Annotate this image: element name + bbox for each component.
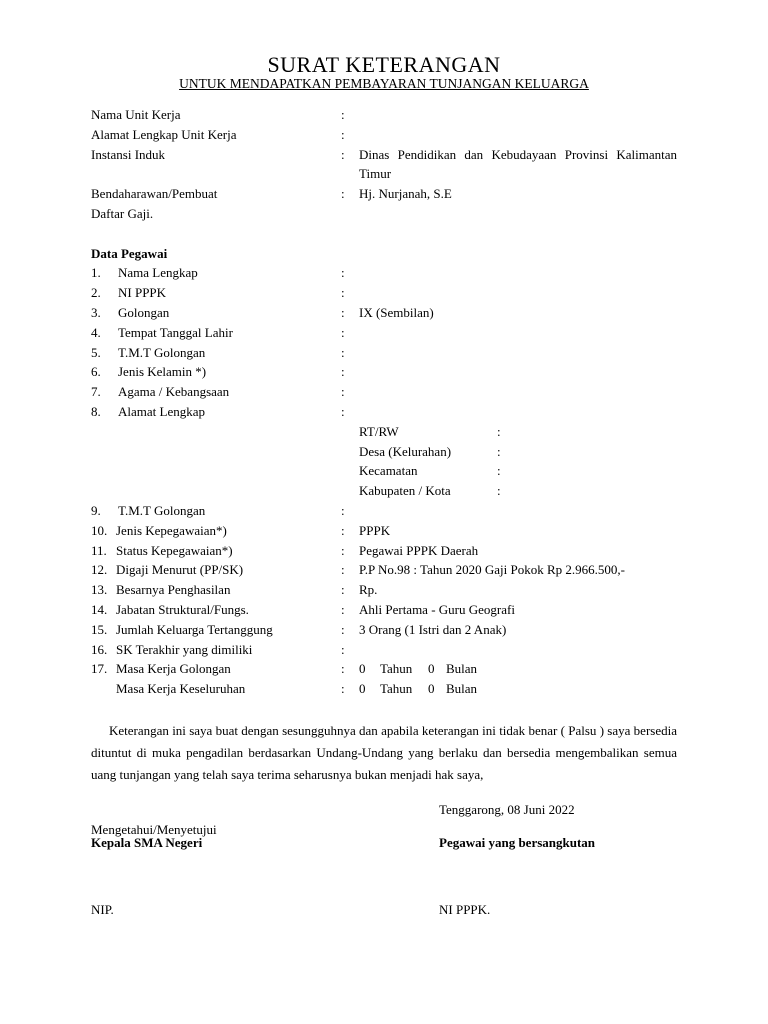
address-desa [91,442,681,462]
item-number: 3. [91,304,101,320]
item-label: Tempat Tanggal Lahir [118,324,233,340]
item-alamat-lengkap [91,402,681,422]
item-number: 4. [91,324,101,340]
field-label: Instansi Induk [91,146,166,162]
item-nama-lengkap [91,263,681,283]
item-label: Jenis Kelamin *) [118,364,207,380]
document-title: SURAT KETERANGAN [267,52,501,77]
document-subtitle: UNTUK MENDAPATKAN PEMBAYARAN TUNJANGAN KELUARGA [179,76,589,91]
tahun-value: 0 [359,661,366,677]
item-colon: : [341,502,345,518]
item-colon: : [341,661,345,677]
item-number: 9. [91,502,101,518]
item-number: 14. [91,601,108,617]
right-sign-title: Pegawai yang bersangkutan [439,835,596,850]
item-value: 3 Orang (1 Istri dan 2 Anak) [359,621,507,637]
item-golongan [91,303,681,323]
item-value: P.P No.98 : Tahun 2020 Gaji Pokok Rp 2.966.500,- [359,562,625,578]
item-label: Masa Kerja Keseluruhan [116,681,246,697]
item-number: 6. [91,364,101,380]
item-colon: : [341,681,345,697]
statement-paragraph: Keterangan ini saya buat dengan sesungguhnya dan apabila keterangan ini tidak benar ( Palsu ) saya bersedia dituntut di muka pengadilan berdasarkan Undang-Undang yang berlaku dan bersedia mengembalikan semua uang tunjangan yang telah saya terima seharusnya bukan menjadi hak saya, [91,723,677,782]
item-label: T.M.T Golongan [118,502,206,518]
right-sign-id: NI PPPK. [439,902,491,917]
item-digaji-menurut [91,560,681,580]
item-number: 12. [91,562,108,578]
item-value: Ahli Pertama - Guru Geografi [359,601,515,617]
address-sub-colon: : [497,463,501,479]
item-colon: : [341,304,345,320]
form-fields [91,105,681,699]
item-besarnya-penghasilan [91,580,681,600]
item-label: Digaji Menurut (PP/SK) [116,562,244,578]
section-heading-label: Data Pegawai [91,245,168,261]
item-colon: : [341,384,345,400]
item-value: PPPK [359,522,391,538]
field-label: Bendaharawan/Pembuat Daftar Gaji. [91,186,218,221]
item-status-kepegawaian [91,541,681,561]
field-nama-unit-kerja [91,105,681,125]
tahun-label: Tahun [380,681,413,697]
address-sub-label: RT/RW [359,423,399,439]
item-number: 11. [91,542,107,558]
item-label: Golongan [118,304,170,320]
item-label: T.M.T Golongan [118,344,206,360]
item-label: Nama Lengkap [118,265,198,281]
item-colon: : [341,601,345,617]
field-value: Hj. Nurjanah, S.E [359,186,452,202]
tahun-value: 0 [359,681,366,697]
left-sign-id: NIP. [91,902,114,917]
item-value: IX (Sembilan) [359,304,434,320]
item-sk-terakhir [91,640,681,660]
address-sub-label: Kabupaten / Kota [359,483,451,499]
item-label: Alamat Lengkap [118,403,205,419]
item-label: Status Kepegawaian*) [116,542,233,558]
address-sub-colon: : [497,443,501,459]
item-label: Jumlah Keluarga Tertanggung [116,621,273,637]
item-tempat-tanggal-lahir [91,323,681,343]
item-number: 5. [91,344,101,360]
item-colon: : [341,324,345,340]
place-date: Tenggarong, 08 Juni 2022 [439,802,575,817]
address-sub-label: Desa (Kelurahan) [359,443,452,459]
tahun-label: Tahun [380,661,413,677]
item-number: 7. [91,384,101,400]
item-label: Jabatan Struktural/Fungs. [116,601,249,617]
item-label: Agama / Kebangsaan [118,384,230,400]
item-tmt-golongan-2 [91,501,681,521]
item-number: 1. [91,265,101,281]
item-colon: : [341,621,345,637]
item-jenis-kepegawaian [91,521,681,541]
spacer [91,224,681,244]
item-number: 2. [91,285,101,301]
item-label: Masa Kerja Golongan [116,661,231,677]
item-colon: : [341,562,345,578]
item-colon: : [341,344,345,360]
item-colon: : [341,265,345,281]
item-masa-kerja-golongan [91,659,681,679]
item-colon: : [341,582,345,598]
item-label: NI PPPK [118,285,167,301]
item-colon: : [341,522,345,538]
bulan-label: Bulan [446,661,478,677]
item-label: Besarnya Penghasilan [116,582,231,598]
item-label: SK Terakhir yang dimiliki [116,641,253,657]
field-colon: : [341,107,345,122]
address-sub-colon: : [497,483,501,499]
field-colon: : [341,186,345,202]
item-tmt-golongan [91,343,681,363]
item-jabatan [91,600,681,620]
address-rt-rw [91,422,681,442]
address-sub-label: Kecamatan [359,463,418,479]
left-sign-title: Kepala SMA Negeri [91,835,203,850]
item-jumlah-keluarga [91,620,681,640]
address-sub-colon: : [497,423,501,439]
item-colon: : [341,403,345,419]
field-value: Dinas Pendidikan dan Kebudayaan Provinsi Kalimantan Timur [359,146,677,182]
item-agama-kebangsaan [91,382,681,402]
item-number: 16. [91,641,108,657]
item-colon: : [341,364,345,380]
item-colon: : [341,542,345,558]
field-colon: : [341,126,345,142]
item-colon: : [341,641,345,657]
item-number: 10. [91,522,108,538]
field-colon: : [341,146,345,162]
item-value: Pegawai PPPK Daerah [359,542,479,558]
item-jenis-kelamin [91,362,681,382]
address-kabupaten [91,481,681,501]
item-ni-pppk [91,283,681,303]
section-heading-data-pegawai [91,244,681,264]
item-number: 13. [91,582,108,598]
field-label: Nama Unit Kerja [91,107,181,122]
bulan-value: 0 [428,681,435,697]
item-colon: : [341,285,345,301]
item-label: Jenis Kepegawaian*) [116,522,227,538]
address-kecamatan [91,461,681,481]
field-instansi-induk [91,145,681,185]
item-number: 17. [91,661,108,677]
left-sign-line1: Mengetahui/Menyetujui [91,822,217,837]
field-bendaharawan [91,184,681,224]
field-alamat-unit-kerja [91,125,681,145]
item-number: 8. [91,403,101,419]
item-masa-kerja-keseluruhan [91,679,681,699]
field-label: Alamat Lengkap Unit Kerja [91,126,237,142]
bulan-label: Bulan [446,681,478,697]
item-value: Rp. [359,582,378,598]
item-number: 15. [91,621,108,637]
bulan-value: 0 [428,661,435,677]
